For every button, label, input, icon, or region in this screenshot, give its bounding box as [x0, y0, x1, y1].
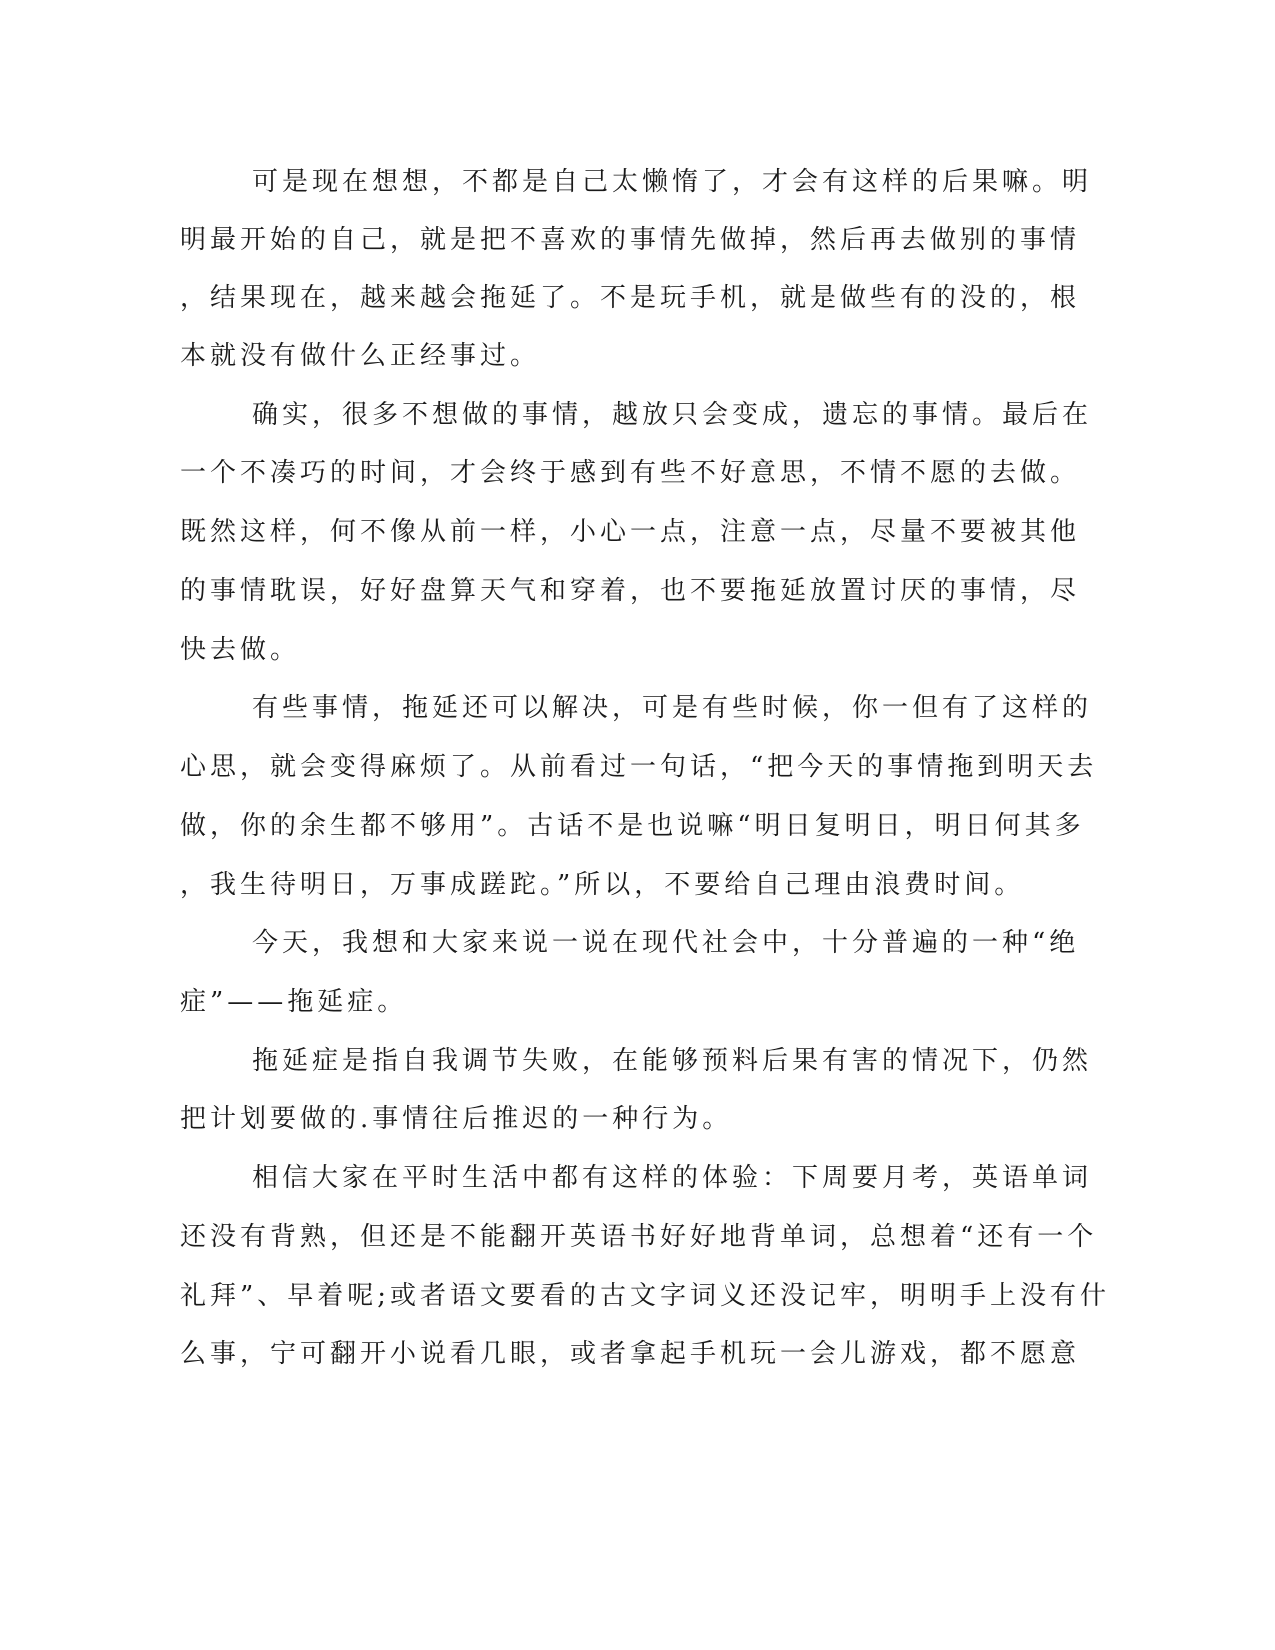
text-line: 既然这样，何不像从前一样，小心一点，注意一点，尽量不要被其他 [180, 517, 1081, 547]
text-line: 今天，我想和大家来说一说在现代社会中，十分普遍的一种“绝 [252, 928, 1080, 958]
text-line: 症”——拖延症。 [180, 987, 408, 1017]
text-line: 把计划要做的.事情往后推迟的一种行为。 [180, 1104, 733, 1134]
text-line: 本就没有做什么正经事过。 [180, 341, 541, 371]
text-line: 的事情耽误，好好盘算天气和穿着，也不要拖延放置讨厌的事情，尽 [180, 576, 1081, 606]
text-line: 有些事情，拖延还可以解决，可是有些时候，你一但有了这样的 [252, 693, 1093, 723]
text-line: 么事，宁可翻开小说看几眼，或者拿起手机玩一会儿游戏，都不愿意 [180, 1339, 1081, 1369]
text-line: 明最开始的自己，就是把不喜欢的事情先做掉，然后再去做别的事情 [180, 225, 1081, 255]
text-line: ，我生待明日，万事成蹉跎。”所以，不要给自己理由浪费时间。 [180, 870, 1025, 900]
text-line: ，结果现在，越来越会拖延了。不是玩手机，就是做些有的没的，根 [180, 283, 1081, 313]
text-line: 礼拜”、早着呢;或者语文要看的古文字词义还没记牢，明明手上没有什 [180, 1281, 1111, 1311]
text-line: 心思，就会变得麻烦了。从前看过一句话，“把今天的事情拖到明天去 [180, 752, 1098, 782]
text-line: 做，你的余生都不够用”。古话不是也说嘛“明日复明日，明日何其多 [180, 811, 1085, 841]
text-line: 一个不凑巧的时间，才会终于感到有些不好意思，不情不愿的去做。 [180, 458, 1081, 488]
text-line: 快去做。 [180, 635, 301, 665]
text-line: 还没有背熟，但还是不能翻开英语书好好地背单词，总想着“还有一个 [180, 1222, 1098, 1252]
text-line: 确实，很多不想做的事情，越放只会变成，遗忘的事情。最后在 [252, 400, 1093, 430]
text-line: 拖延症是指自我调节失败，在能够预料后果有害的情况下，仍然 [252, 1046, 1093, 1076]
text-line: 相信大家在平时生活中都有这样的体验：下周要月考，英语单词 [252, 1163, 1093, 1193]
text-line: 可是现在想想，不都是自己太懒惰了，才会有这样的后果嘛。明 [252, 167, 1093, 197]
